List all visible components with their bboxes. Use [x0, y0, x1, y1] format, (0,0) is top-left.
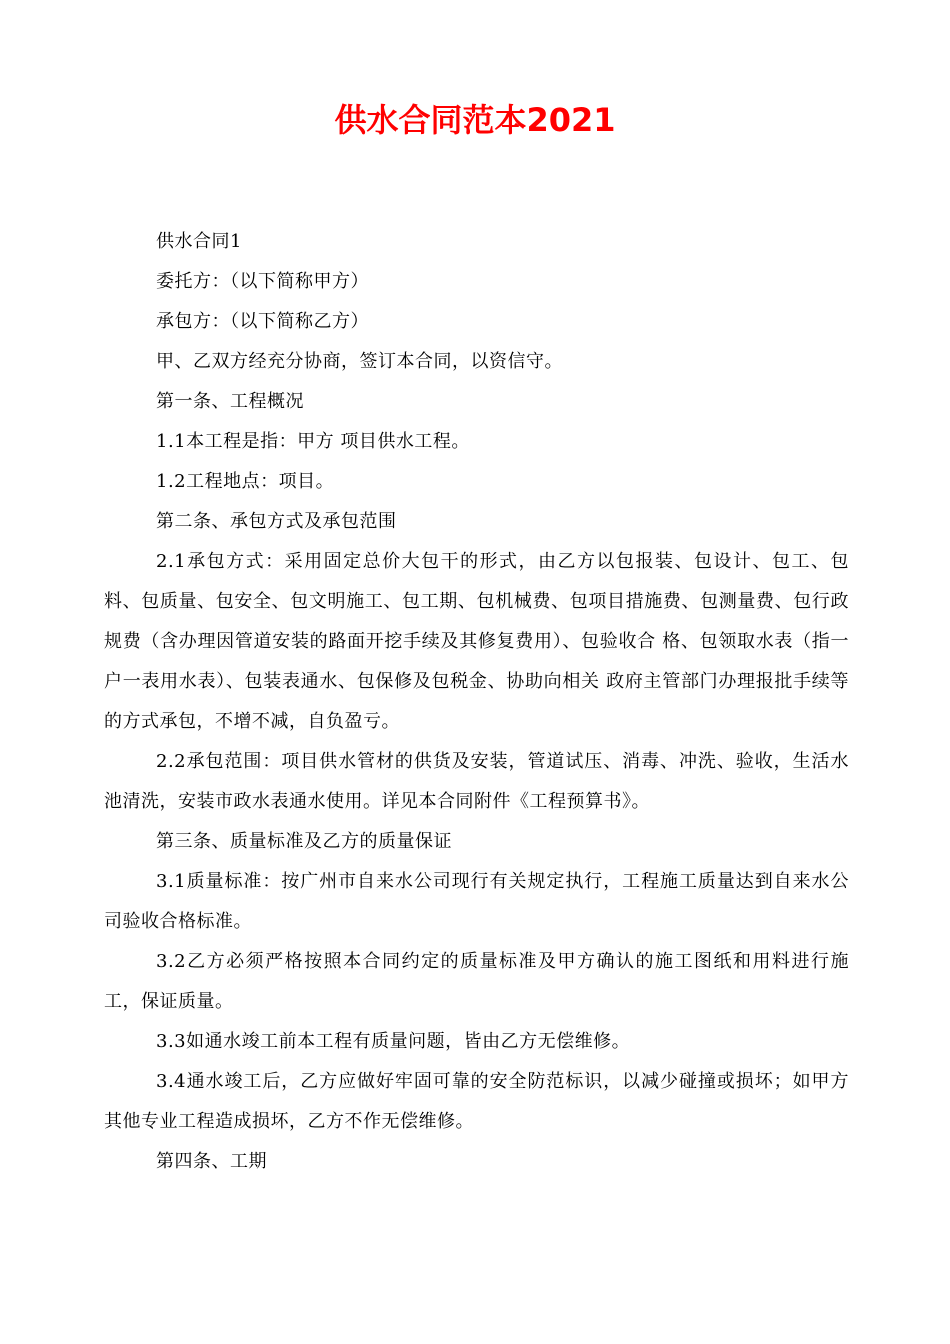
section-heading: 第三条、质量标准及乙方的质量保证 [156, 831, 452, 852]
document-title: 供水合同范本2021 [334, 101, 616, 139]
paragraph: 3.2乙方必须严格按照本合同约定的质量标准及甲方确认的施工图纸和用料进行施工，保证质量。 [104, 951, 849, 1012]
section-heading: 第二条、承包方式及承包范围 [156, 511, 397, 532]
paragraph: 甲、乙双方经充分协商，签订本合同，以资信守。 [156, 351, 563, 372]
paragraph: 2.1承包方式：采用固定总价大包干的形式，由乙方以包报装、包设计、包工、包料、包质量、包安全、包文明施工、包工期、包机械费、包项目措施费、包测量费、包行政规费（含办理因管道安装的路面开挖手续及其修复费用）、包验收合 格、包领取水表（指一户一表用水表）、包装表通水、包保修及包税金、协助向相关 政府主管部门办理报批手续等的方式承包，不增不减，自负盈亏。 [104, 551, 849, 732]
paragraph: 3.1质量标准：按广州市自来水公司现行有关规定执行，工程施工质量达到自来水公司验收合格标准。 [104, 871, 849, 932]
paragraph: 3.4通水竣工后，乙方应做好牢固可靠的安全防范标识，以减少碰撞或损坏；如甲方其他专业工程造成损坏，乙方不作无偿维修。 [104, 1071, 849, 1132]
paragraph: 2.2承包范围：项目供水管材的供货及安装，管道试压、消毒、冲洗、验收，生活水池清洗，安装市政水表通水使用。详见本合同附件《工程预算书》。 [104, 751, 849, 812]
paragraph: 3.3如通水竣工前本工程有质量问题，皆由乙方无偿维修。 [156, 1031, 631, 1052]
document-body [104, 222, 849, 1182]
paragraph: 1.2工程地点：项目。 [156, 471, 335, 492]
section-heading: 第一条、工程概况 [156, 391, 304, 412]
paragraph: 供水合同1 [156, 231, 242, 252]
paragraph: 委托方：（以下简称甲方） [156, 271, 369, 292]
section-heading: 第四条、工期 [156, 1151, 267, 1172]
paragraph: 承包方：（以下简称乙方） [156, 311, 369, 332]
paragraph: 1.1本工程是指：甲方 项目供水工程。 [156, 431, 470, 452]
